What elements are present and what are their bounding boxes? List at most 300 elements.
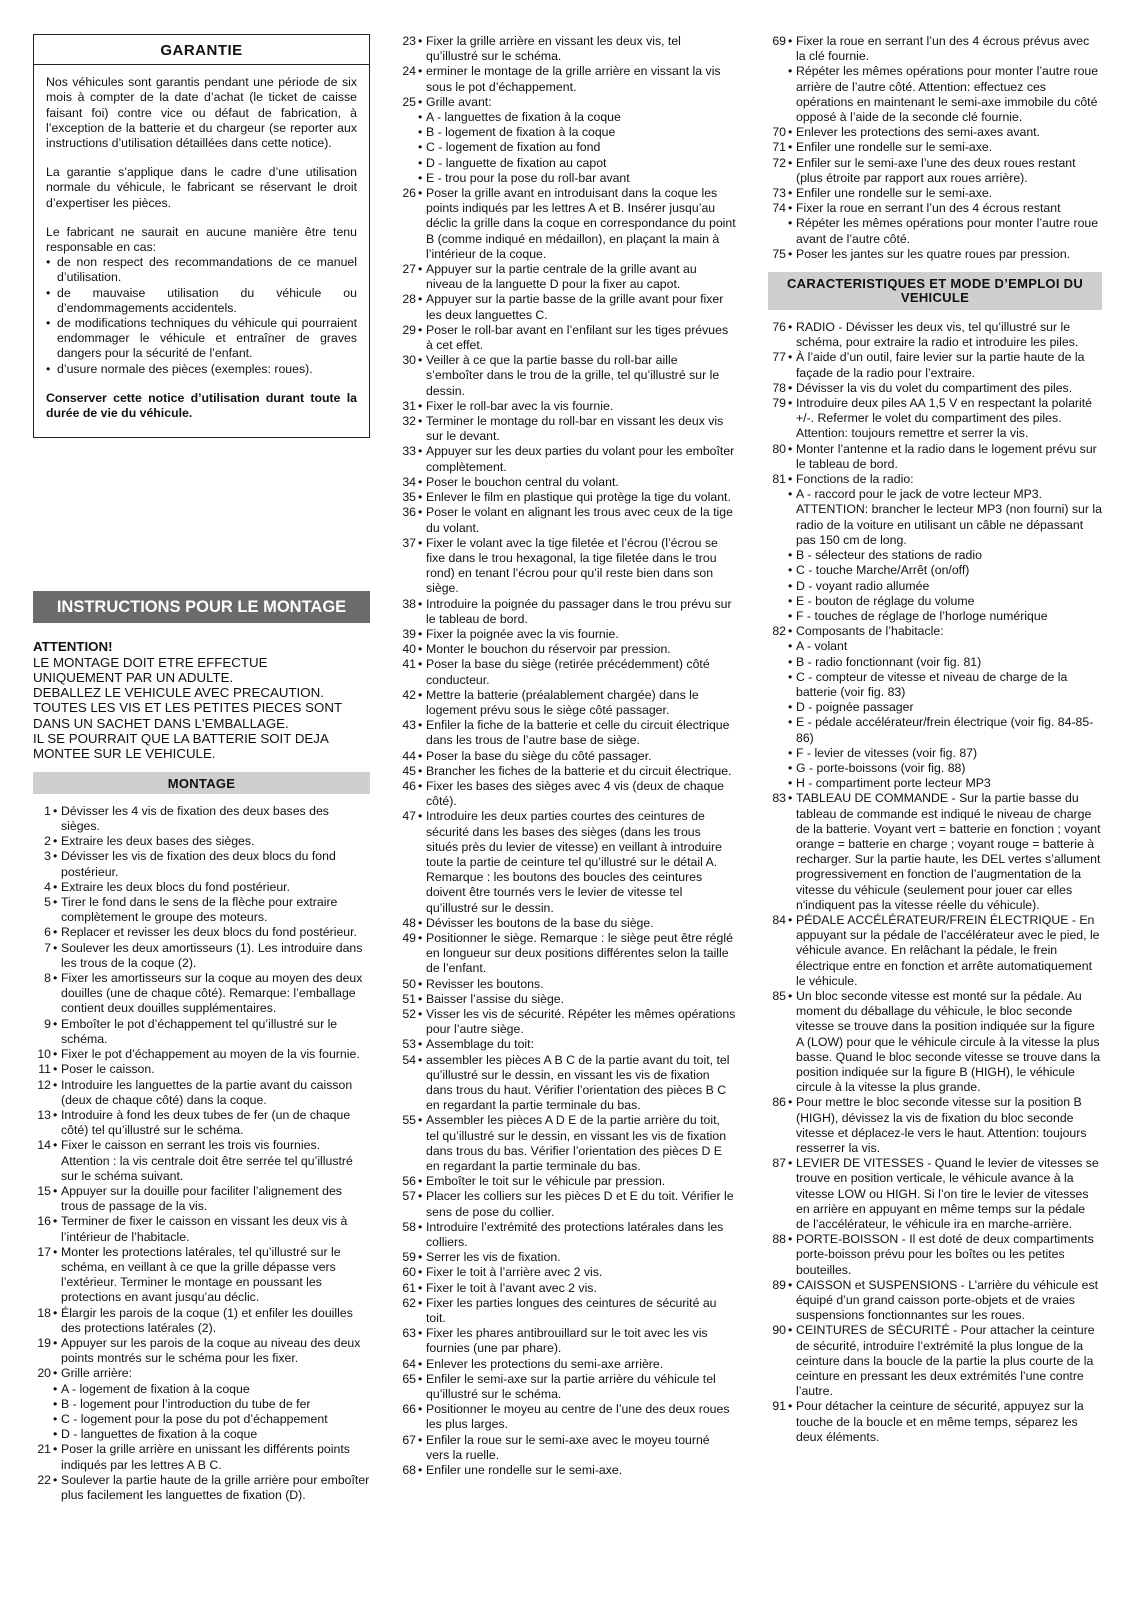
bullet-icon: • bbox=[418, 687, 423, 702]
attention-line: LE MONTAGE DOIT ETRE EFFECTUE bbox=[33, 654, 268, 670]
attention-heading: ATTENTION! bbox=[33, 639, 113, 655]
bullet-icon: • bbox=[418, 64, 423, 79]
step-subitem bbox=[768, 609, 1102, 624]
step-item bbox=[398, 64, 736, 94]
bullet-icon: • bbox=[418, 596, 423, 611]
bullet-icon: • bbox=[53, 1427, 58, 1442]
step-item bbox=[768, 34, 1102, 64]
step-number: 18 bbox=[37, 1305, 51, 1320]
step-number: 23 bbox=[402, 34, 416, 48]
step-text: Poser le volant en alignant les trous avec ceux de la tige du volant. bbox=[426, 505, 733, 535]
step-text: Fixer la poignée avec la vis fournie. bbox=[426, 626, 619, 641]
step-item bbox=[398, 292, 736, 322]
step-number: 62 bbox=[402, 1295, 416, 1310]
bullet-icon: • bbox=[788, 700, 793, 715]
bullet-icon: • bbox=[418, 490, 423, 505]
step-text: À l’aide d’un outil, faire levier sur la partie haute de la façade de la radio pour l’extraire. bbox=[796, 350, 1085, 380]
step-item bbox=[398, 1433, 736, 1463]
bullet-icon: • bbox=[418, 292, 423, 307]
bullet-icon: • bbox=[53, 895, 58, 910]
step-item bbox=[768, 140, 1102, 155]
attention-line: MONTEE SUR LE VEHICULE. bbox=[33, 746, 216, 762]
step-item bbox=[398, 1326, 736, 1356]
bullet-icon: • bbox=[788, 350, 793, 365]
step-text: Monter le bouchon du réservoir par pression. bbox=[426, 642, 671, 657]
bullet-icon: • bbox=[418, 748, 423, 763]
bullet-icon: • bbox=[788, 487, 793, 502]
bullet-icon: • bbox=[788, 186, 793, 201]
step-item bbox=[768, 125, 1102, 140]
step-text: A - languettes de fixation à la coque bbox=[426, 110, 621, 125]
step-item bbox=[398, 779, 736, 809]
step-text: Poser la base du siège du côté passager. bbox=[426, 748, 652, 763]
step-number: 41 bbox=[402, 657, 416, 672]
bullet-icon: • bbox=[788, 396, 793, 411]
bullet-icon: • bbox=[53, 1472, 58, 1487]
step-item bbox=[33, 1473, 370, 1503]
step-number: 63 bbox=[402, 1326, 416, 1341]
step-subitem bbox=[33, 1397, 370, 1412]
step-text: G - porte-boissons (voir fig. 88) bbox=[796, 760, 966, 775]
guarantee-box bbox=[33, 34, 370, 438]
bullet-icon: • bbox=[53, 925, 58, 940]
step-item bbox=[768, 186, 1102, 201]
step-item bbox=[33, 1078, 370, 1108]
step-text: Enfiler une rondelle sur le semi-axe. bbox=[796, 186, 993, 201]
step-text: Fixer le toit à l’avant avec 2 vis. bbox=[426, 1280, 597, 1295]
bullet-icon: • bbox=[418, 809, 423, 824]
guarantee-title: GARANTIE bbox=[34, 35, 369, 65]
step-number: 4 bbox=[44, 879, 51, 894]
step-text: D - poignée passager bbox=[796, 700, 914, 715]
step-item bbox=[33, 1336, 370, 1366]
step-item bbox=[398, 1402, 736, 1432]
step-number: 11 bbox=[38, 1062, 51, 1077]
guarantee-list-item: • de non respect des recommandations de ce manuel d’utilisation. bbox=[46, 255, 357, 285]
step-number: 82 bbox=[772, 624, 786, 639]
step-text: F - touches de réglage de l’horloge numérique bbox=[796, 608, 1048, 623]
step-item bbox=[398, 809, 736, 915]
step-number: 55 bbox=[402, 1113, 416, 1128]
step-number: 56 bbox=[402, 1174, 416, 1189]
step-item bbox=[398, 536, 736, 597]
step-text: Positionner le siège. Remarque : le siège peut être réglé en longueur sur deux positions différentes selon la taille de l’enfant. bbox=[426, 930, 733, 976]
step-text: Enfiler sur le semi-axe l’une des deux roues restant (plus étroite par rapport aux roues arrière). bbox=[796, 155, 1076, 185]
step-text: Pour détacher la ceinture de sécurité, appuyez sur la touche de la boucle et en même temps, séparez les deux éléments. bbox=[796, 1399, 1084, 1444]
step-text: Fixer le pot d’échappement au moyen de la vis fournie. bbox=[61, 1047, 360, 1062]
step-item bbox=[768, 320, 1102, 350]
step-text: C - touche Marche/Arrêt (on/off) bbox=[796, 563, 970, 578]
bullet-icon: • bbox=[418, 1250, 423, 1265]
step-item bbox=[33, 1245, 370, 1306]
bullet-icon: • bbox=[788, 216, 793, 231]
step-number: 15 bbox=[37, 1183, 51, 1198]
step-number: 51 bbox=[402, 991, 416, 1006]
bullet-icon: • bbox=[418, 1189, 423, 1204]
bullet-icon: • bbox=[788, 791, 793, 806]
attention-line: DANS UN SACHET DANS L'EMBALLAGE. bbox=[33, 715, 289, 731]
bullet-icon: • bbox=[788, 1156, 793, 1171]
step-subitem bbox=[398, 110, 736, 125]
step-number: 48 bbox=[402, 915, 416, 930]
step-number: 37 bbox=[402, 535, 416, 550]
step-item bbox=[398, 642, 736, 657]
bullet-icon: • bbox=[788, 155, 793, 170]
instructions-title: INSTRUCTIONS POUR LE MONTAGE bbox=[33, 591, 370, 623]
step-text: Enlever les protections du semi-axe arrière. bbox=[426, 1356, 664, 1371]
step-number: 32 bbox=[402, 414, 416, 429]
step-number: 38 bbox=[402, 596, 416, 611]
step-text: A - raccord pour le jack de votre lecteur MP3. ATTENTION: brancher le lecteur MP3 (non fourni) sur la radio de la voiture en utilisant un câble ne dépassant pas 150 cm de long. bbox=[796, 487, 1102, 547]
guarantee-list-item: • d’usure normale des pièces (exemples: roues). bbox=[46, 362, 357, 377]
guarantee-list-item: • de mauvaise utilisation du véhicule ou d’endommagements accidentels. bbox=[46, 286, 357, 316]
step-item bbox=[398, 718, 736, 748]
guarantee-paragraph-2: La garantie s’applique dans le cadre d’une utilisation normale du véhicule, le fabricant se réservant le droit d’expertiser les pièces. bbox=[46, 165, 357, 210]
step-number: 65 bbox=[402, 1371, 416, 1386]
step-text: C - logement pour la pose du pot d’échappement bbox=[61, 1411, 328, 1426]
step-item bbox=[398, 977, 736, 992]
step-text: Extraire les deux bases des sièges. bbox=[61, 834, 255, 849]
step-text: F - levier de vitesses (voir fig. 87) bbox=[796, 745, 978, 760]
step-item bbox=[398, 505, 736, 535]
step-item bbox=[33, 1138, 370, 1184]
step-item bbox=[768, 913, 1102, 989]
step-text: Élargir les parois de la coque (1) et enfiler les douilles des protections latérales (2). bbox=[61, 1305, 353, 1335]
attention-line: IL SE POURRAIT QUE LA BATTERIE SOIT DEJA bbox=[33, 731, 329, 747]
step-text: Soulever les deux amortisseurs (1). Les introduire dans les trous de la coque (2). bbox=[61, 940, 363, 970]
bullet-icon: • bbox=[418, 1356, 423, 1371]
step-item bbox=[398, 627, 736, 642]
bullet-icon: • bbox=[53, 1062, 58, 1077]
bullet-icon: • bbox=[788, 563, 793, 578]
bullet-icon: • bbox=[53, 1305, 58, 1320]
step-text: Poser la grille arrière en unissant les différents points indiqués par les lettres A B C. bbox=[61, 1442, 350, 1472]
step-number: 89 bbox=[772, 1277, 786, 1292]
bullet-icon: • bbox=[418, 930, 423, 945]
step-text: Baisser l’assise du siège. bbox=[426, 991, 565, 1006]
step-number: 5 bbox=[44, 895, 51, 910]
bullet-icon: • bbox=[53, 1335, 58, 1350]
step-number: 7 bbox=[44, 940, 51, 955]
bullet-icon: • bbox=[53, 1411, 58, 1426]
step-text: Assemblage du toit: bbox=[426, 1037, 535, 1052]
bullet-icon: • bbox=[418, 657, 423, 672]
step-subitem bbox=[33, 1412, 370, 1427]
step-text: Tirer le fond dans le sens de la flèche pour extraire complètement le groupe des moteurs. bbox=[61, 895, 338, 925]
step-text: Appuyer sur la partie basse de la grille avant pour fixer les deux languettes C. bbox=[426, 292, 724, 322]
bullet-icon: • bbox=[418, 535, 423, 550]
step-subitem bbox=[768, 594, 1102, 609]
step-text: Appuyer sur la douille pour faciliter l’alignement des trous de passage de la vis. bbox=[61, 1183, 342, 1214]
bullet-icon: • bbox=[788, 380, 793, 395]
bullet-icon: • bbox=[53, 1214, 58, 1229]
bullet-icon: • bbox=[418, 1265, 423, 1280]
bullet-icon: • bbox=[788, 593, 793, 608]
step-text: B - radio fonctionnant (voir fig. 81) bbox=[796, 654, 982, 669]
bullet-icon: • bbox=[788, 1277, 793, 1292]
step-item bbox=[398, 749, 736, 764]
bullet-icon: • bbox=[53, 834, 58, 849]
step-item bbox=[398, 444, 736, 474]
step-text: Poser le roll-bar avant en l’enfilant sur les tiges prévues à cet effet. bbox=[426, 322, 729, 353]
step-text: Visser les vis de sécurité. Répéter les mêmes opérations pour l’autre siège. bbox=[426, 1007, 736, 1037]
step-text: Poser les jantes sur les quatre roues par pression. bbox=[796, 246, 1071, 261]
bullet-icon: • bbox=[788, 201, 793, 216]
step-number: 87 bbox=[772, 1156, 786, 1171]
step-text: Dévisser les 4 vis de fixation des deux bases des sièges. bbox=[61, 803, 329, 834]
step-item bbox=[398, 353, 736, 399]
step-item bbox=[398, 1463, 736, 1478]
step-subitem bbox=[768, 216, 1102, 246]
step-text: Enlever les protections des semi-axes avant. bbox=[796, 125, 1041, 140]
bullet-icon: • bbox=[418, 110, 423, 125]
guarantee-paragraph-1: Nos véhicules sont garantis pendant une période de six mois à compter de la date d’achat (le ticket de caisse faisant foi) contre vice ou défaut de fabrication, à l’exception de la batterie et du chargeur (se reporter aux instructions d’utilisation détaillées dans cette notice). bbox=[46, 75, 357, 151]
step-number: 16 bbox=[37, 1214, 51, 1229]
step-item bbox=[398, 1357, 736, 1372]
step-text: Introduire deux piles AA 1,5 V en respectant la polarité +/-. Refermer le volet du compartiment des piles. Attention: toujours remettre et serrer la vis. bbox=[796, 396, 1092, 441]
bullet-icon: • bbox=[418, 1280, 423, 1295]
step-text: RADIO - Dévisser les deux vis, tel qu’illustré sur le schéma, pour extraire la radio et introduire les piles. bbox=[796, 320, 1079, 350]
step-number: 85 bbox=[772, 988, 786, 1003]
bullet-icon: • bbox=[418, 170, 423, 185]
step-text: Fixer le toit à l’arrière avec 2 vis. bbox=[426, 1265, 603, 1280]
step-subitem bbox=[398, 140, 736, 155]
step-text: Fixer les amortisseurs sur la coque au moyen des deux douilles (une de chaque côté). Remarque: l’emballage contient deux douilles supplémentaires. bbox=[61, 971, 363, 1016]
guarantee-list-item: • de modifications techniques du véhicule qui pourraient endommager le véhicule et entraîner de graves dangers pour la sécurité de l’enfant. bbox=[46, 316, 357, 362]
step-subitem bbox=[768, 487, 1102, 548]
step-number: 28 bbox=[402, 292, 416, 307]
step-text: Introduire l’extrémité des protections latérales dans les colliers. bbox=[426, 1219, 724, 1250]
step-number: 74 bbox=[772, 201, 786, 216]
step-subitem bbox=[33, 1427, 370, 1442]
step-text: PORTE-BOISSON - Il est doté de deux compartiments porte-boisson prévu pour les boîtes ou les petites bouteilles. bbox=[796, 1232, 1094, 1277]
step-item bbox=[398, 1265, 736, 1280]
step-number: 20 bbox=[37, 1366, 51, 1381]
step-text: D - voyant radio allumée bbox=[796, 578, 930, 593]
step-number: 46 bbox=[402, 778, 416, 793]
attention-line: DEBALLEZ LE VEHICULE AVEC PRECAUTION. bbox=[33, 685, 324, 701]
step-number: 78 bbox=[772, 380, 786, 395]
step-text: Répéter les mêmes opérations pour monter l’autre roue arrière de l’autre côté. Attention: effectuez ces opérations en maintenant le semi-axe immobile du côté opposé à l’aide de la seconde clé fournie. bbox=[796, 64, 1099, 125]
step-text: A - volant bbox=[796, 639, 848, 654]
step-item bbox=[398, 186, 736, 262]
step-text: Brancher les fiches de la batterie et du circuit électrique. bbox=[426, 763, 732, 778]
step-text: Terminer de fixer le caisson en vissant les deux vis à l’intérieur de l’habitacle. bbox=[61, 1214, 348, 1244]
step-number: 45 bbox=[402, 763, 416, 778]
bullet-icon: • bbox=[418, 262, 423, 277]
step-item bbox=[398, 1037, 736, 1052]
step-text: Pour mettre le bloc seconde vitesse sur la position B (HIGH), dévissez la vis de fixation du bloc seconde vitesse et déplacez-le vers le haut. Attention: toujours resserrer la vis. bbox=[796, 1095, 1087, 1156]
step-item bbox=[398, 1053, 736, 1114]
step-item bbox=[398, 34, 736, 64]
step-number: 13 bbox=[37, 1107, 51, 1122]
bullet-icon: • bbox=[418, 1113, 423, 1128]
guarantee-paragraph-3: Le fabricant ne saurait en aucune manière être tenu responsable en cas: bbox=[46, 224, 357, 255]
montage-steps-list bbox=[768, 34, 1102, 262]
step-item bbox=[768, 472, 1102, 487]
step-subitem bbox=[768, 579, 1102, 594]
step-text: Mettre la batterie (préalablement chargée) dans le logement prévu sous le siège côté passager. bbox=[426, 687, 699, 717]
bullet-icon: • bbox=[53, 879, 58, 894]
step-item bbox=[33, 1108, 370, 1138]
step-text: Fonctions de la radio: bbox=[796, 472, 914, 487]
step-text: Introduire la poignée du passager dans le trou prévu sur le tableau de bord. bbox=[426, 596, 732, 626]
step-item bbox=[33, 1062, 370, 1077]
bullet-icon: • bbox=[418, 626, 423, 641]
bullet-icon: • bbox=[418, 1402, 423, 1417]
bullet-icon: • bbox=[788, 320, 793, 335]
step-number: 52 bbox=[402, 1007, 416, 1021]
step-number: 27 bbox=[402, 262, 416, 277]
step-number: 29 bbox=[402, 322, 416, 337]
step-item bbox=[768, 1399, 1102, 1445]
step-number: 79 bbox=[772, 396, 786, 411]
step-number: 35 bbox=[402, 490, 416, 505]
step-text: Veiller à ce que la partie basse du roll-bar aille s’emboîter dans le trou de la grille, tel qu’illustré sur le dessin. bbox=[426, 353, 720, 398]
step-number: 90 bbox=[772, 1323, 786, 1338]
step-number: 26 bbox=[402, 186, 416, 201]
step-number: 30 bbox=[402, 353, 416, 368]
step-text: CAISSON et SUSPENSIONS - L’arrière du véhicule est équipé d’un grand caisson porte-objets et de vraies suspensions fonctionnantes sur les roues. bbox=[796, 1277, 1099, 1323]
step-text: Emboîter le toit sur le véhicule par pression. bbox=[426, 1174, 666, 1189]
step-text: Positionner le moyeu au centre de l’une des deux roues les plus larges. bbox=[426, 1402, 730, 1432]
step-item bbox=[768, 381, 1102, 396]
step-item bbox=[768, 1323, 1102, 1399]
bullet-icon: • bbox=[418, 398, 423, 413]
step-subitem bbox=[768, 639, 1102, 654]
bullet-icon: • bbox=[53, 1138, 58, 1153]
middle-column bbox=[398, 34, 736, 1478]
step-item bbox=[398, 262, 736, 292]
step-number: 70 bbox=[772, 125, 786, 140]
step-item bbox=[33, 1017, 370, 1047]
step-item bbox=[768, 1278, 1102, 1324]
step-text: Fixer la roue en serrant l’un des 4 écrous restant bbox=[796, 201, 1061, 216]
step-text: E - pédale accélérateur/frein électrique (voir fig. 84-85-86) bbox=[796, 715, 1094, 745]
step-number: 72 bbox=[772, 155, 786, 170]
step-text: Fixer le roll-bar avec la vis fournie. bbox=[426, 398, 614, 413]
step-text: Revisser les boutons. bbox=[426, 976, 544, 991]
step-text: Poser la base du siège (retirée précédemment) côté conducteur. bbox=[426, 657, 710, 687]
bullet-icon: • bbox=[418, 718, 423, 733]
step-subitem bbox=[768, 670, 1102, 700]
step-item bbox=[768, 247, 1102, 262]
step-item bbox=[33, 941, 370, 971]
bullet-icon: • bbox=[788, 639, 793, 654]
step-text: Introduire les languettes de la partie avant du caisson (deux de chaque côté) dans la coque. bbox=[61, 1077, 353, 1107]
step-item bbox=[398, 931, 736, 977]
bullet-icon: • bbox=[418, 353, 423, 368]
step-item bbox=[768, 1095, 1102, 1156]
step-text: Grille avant: bbox=[426, 94, 492, 109]
step-text: Monter les protections latérales, tel qu’illustré sur le schéma, en veillant à ce que la grille dépasse vers l’extérieur. Terminer le montage en poussant les protections en avant jusqu’au déclic. bbox=[61, 1244, 341, 1305]
bullet-icon: • bbox=[53, 1183, 58, 1198]
step-text: CEINTURES de SÉCURITÉ - Pour attacher la ceinture de sécurité, introduire l’extrémité la plus longue de la ceinture dans la boucle de la partie la plus courte de la ceinture en pressant les deux extrémités l’une contre l’autre. bbox=[796, 1323, 1095, 1399]
step-subitem bbox=[768, 776, 1102, 791]
step-text: Dévisser la vis du volet du compartiment des piles. bbox=[796, 380, 1073, 395]
step-text: E - bouton de réglage du volume bbox=[796, 593, 975, 608]
step-item bbox=[398, 657, 736, 687]
bullet-icon: • bbox=[418, 125, 423, 140]
step-item bbox=[33, 971, 370, 1017]
step-item bbox=[398, 1372, 736, 1402]
step-number: 10 bbox=[37, 1047, 51, 1062]
step-item bbox=[33, 1047, 370, 1062]
step-number: 43 bbox=[402, 718, 416, 733]
bullet-icon: • bbox=[418, 763, 423, 778]
step-number: 25 bbox=[402, 94, 416, 109]
step-text: Composants de l’habitacle: bbox=[796, 624, 944, 639]
step-text: Terminer le montage du roll-bar en vissant les deux vis sur le devant. bbox=[426, 414, 724, 444]
step-text: Fixer le volant avec la tige filetée et l’écrou (l’écrou se fixe dans le trou hexagonal, la tige filetée dans le trou rond) en tenant l’écrou pour qu’il reste bien dans son siège. bbox=[426, 535, 718, 596]
step-text: Fixer la roue en serrant l’un des 4 écrous prévus avec la clé fournie. bbox=[796, 34, 1090, 64]
step-item bbox=[768, 989, 1102, 1095]
step-number: 40 bbox=[402, 642, 416, 657]
bullet-icon: • bbox=[418, 186, 423, 201]
montage-steps-list bbox=[398, 34, 736, 1478]
step-text: Monter l’antenne et la radio dans le logement prévu sur le tableau de bord. bbox=[796, 441, 1097, 471]
step-number: 1 bbox=[44, 803, 51, 818]
step-item bbox=[398, 323, 736, 353]
step-subitem bbox=[768, 761, 1102, 776]
bullet-icon: • bbox=[788, 1095, 793, 1110]
step-text: A - logement de fixation à la coque bbox=[61, 1381, 250, 1396]
step-item bbox=[33, 1214, 370, 1244]
step-number: 22 bbox=[37, 1472, 51, 1487]
bullet-icon: • bbox=[788, 548, 793, 563]
bullet-icon: • bbox=[788, 624, 793, 639]
step-text: Enfiler le semi-axe sur la partie arrière du véhicule tel qu’illustré sur le schéma. bbox=[426, 1371, 716, 1402]
step-text: D - languette de fixation au capot bbox=[426, 155, 607, 170]
step-number: 14 bbox=[37, 1138, 51, 1153]
step-item bbox=[768, 396, 1102, 442]
step-item bbox=[33, 1442, 370, 1472]
step-number: 59 bbox=[402, 1250, 416, 1265]
step-text: PÉDALE ACCÉLÉRATEUR/FREIN ÉLECTRIQUE - En appuyant sur la pédale de l’accélérateur avec le pied, le véhicule avance. En relâchant la pédale, le frein électrique entre en fonction et arrête automatiquement le véhicule. bbox=[796, 912, 1100, 988]
attention-block bbox=[33, 639, 370, 761]
bullet-icon: • bbox=[53, 1396, 58, 1411]
step-item bbox=[398, 992, 736, 1007]
step-item bbox=[33, 849, 370, 879]
bullet-icon: • bbox=[788, 578, 793, 593]
bullet-icon: • bbox=[53, 971, 58, 986]
step-number: 64 bbox=[402, 1356, 416, 1371]
bullet-icon: • bbox=[418, 1295, 423, 1310]
step-item bbox=[398, 414, 736, 444]
bullet-icon: • bbox=[788, 64, 793, 79]
bullet-icon: • bbox=[788, 912, 793, 927]
bullet-icon: • bbox=[788, 760, 793, 775]
step-text: Un bloc seconde vitesse est monté sur la pédale. Au moment du déballage du véhicule, le bloc seconde vitesse se trouve dans la position indiquée sur la figure A (LOW) pour que le véhicule circule à la vitesse la plus basse. Quand le bloc seconde vitesse se trouve dans la position indiquée sur la figure B (HIGH), le véhicule circule à la vitesse la plus grande. bbox=[796, 988, 1101, 1095]
step-item bbox=[768, 350, 1102, 380]
step-item bbox=[398, 399, 736, 414]
step-text: Répéter les mêmes opérations pour monter l’autre roue avant de l’autre côté. bbox=[796, 216, 1099, 246]
step-subitem bbox=[398, 156, 736, 171]
bullet-icon: • bbox=[418, 642, 423, 657]
step-text: Enfiler la fiche de la batterie et celle du circuit électrique dans les trous de l’autre base de siège. bbox=[426, 718, 730, 748]
step-text: C - compteur de vitesse et niveau de charge de la batterie (voir fig. 83) bbox=[796, 669, 1068, 699]
bullet-icon: • bbox=[53, 1366, 58, 1381]
step-number: 67 bbox=[402, 1432, 416, 1447]
bullet-icon: • bbox=[418, 915, 423, 930]
step-item bbox=[398, 916, 736, 931]
right-column bbox=[768, 34, 1102, 1445]
bullet-icon: • bbox=[53, 849, 58, 864]
step-number: 83 bbox=[772, 791, 786, 806]
bullet-icon: • bbox=[418, 1432, 423, 1447]
bullet-icon: • bbox=[788, 34, 793, 48]
step-text: Introduire à fond les deux tubes de fer (un de chaque côté) tel qu’illustré sur le schéma. bbox=[61, 1107, 351, 1138]
